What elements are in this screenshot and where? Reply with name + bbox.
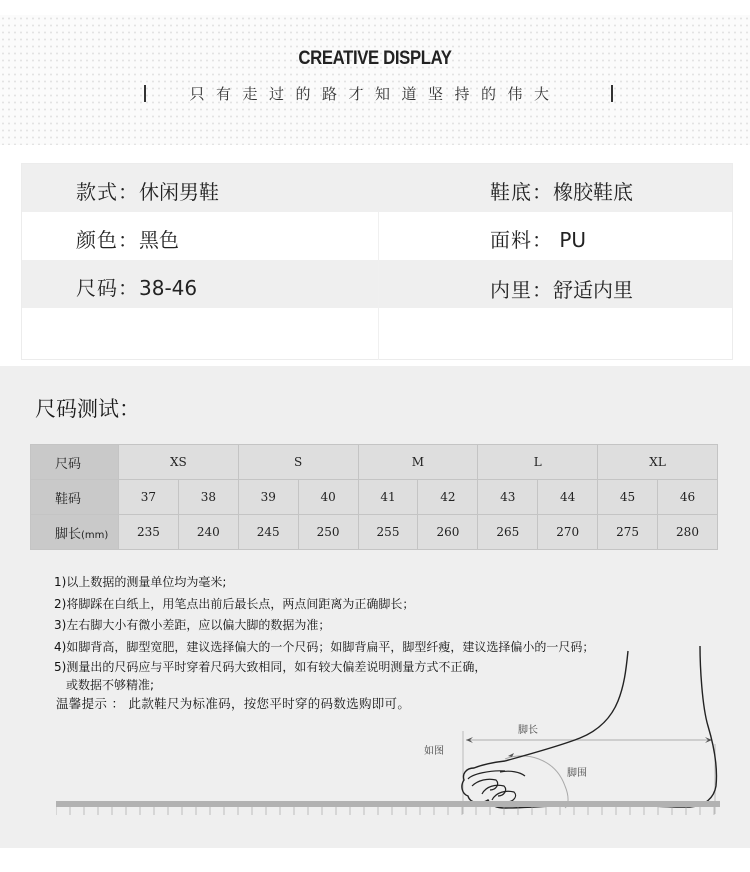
measurement-notes — [54, 572, 594, 694]
row-header-label: 脚长 — [55, 526, 82, 542]
foot-length-cell: 240 — [178, 515, 238, 550]
shoe-size-cell: 40 — [298, 480, 358, 515]
note-item: 4)如脚背高，脚型宽肥，建议选择偏大的一个尺码；如脚背扁平，脚型纤瘦，建议选择偏小的一尺码； — [54, 639, 595, 654]
foot-length-row — [31, 515, 718, 550]
size-guide-heading: 尺码测试： — [35, 397, 140, 421]
shoe-size-cell: 46 — [658, 480, 718, 515]
attr-color — [76, 224, 179, 253]
shoe-size-cell: 38 — [178, 480, 238, 515]
row-header-foot-length — [31, 515, 119, 550]
attr-column-divider — [378, 212, 379, 360]
attr-value: 黑色 — [139, 228, 179, 252]
shoe-size-cell: 39 — [238, 480, 298, 515]
note-item-continued: 或数据不够精准; — [66, 678, 155, 692]
figure-label-girth: 脚围 — [567, 768, 587, 779]
size-group-xl: XL — [598, 445, 718, 480]
foot-length-cell: 275 — [598, 515, 658, 550]
shoe-size-cell: 42 — [418, 480, 478, 515]
shoe-size-cell: 45 — [598, 480, 658, 515]
size-guide-section — [0, 366, 750, 848]
note-item: 3)左右脚大小有微小差距，应以偏大脚的数据为准； — [54, 618, 331, 632]
foot-length-cell: 255 — [358, 515, 418, 550]
banner-title: CREATIVE DISPLAY — [298, 48, 452, 69]
foot-length-cell: 280 — [658, 515, 718, 550]
foot-length-cell: 260 — [418, 515, 478, 550]
size-group-l: L — [478, 445, 598, 480]
attr-row — [22, 212, 732, 260]
attr-row — [22, 260, 732, 308]
size-chart-table — [30, 444, 718, 550]
foot-length-cell: 250 — [298, 515, 358, 550]
header-banner — [0, 15, 750, 145]
foot-length-cell: 245 — [238, 515, 298, 550]
product-attributes-table — [21, 163, 733, 360]
foot-length-cell: 235 — [119, 515, 179, 550]
attr-label: 面料： — [490, 228, 553, 252]
attr-value: 橡胶鞋底 — [553, 180, 633, 204]
foot-length-cell: 270 — [538, 515, 598, 550]
attr-row-empty — [22, 308, 732, 356]
shoe-size-cell: 43 — [478, 480, 538, 515]
note-item: 5)测量出的尺码应与平时穿着尺码大致相同，如有较大偏差说明测量方式不正确， — [54, 660, 487, 674]
note-item: 1)以上数据的测量单位均为毫米; — [54, 575, 227, 589]
attr-label: 鞋底： — [490, 180, 553, 204]
foot-length-cell: 265 — [478, 515, 538, 550]
figure-label-example: 如图 — [424, 746, 444, 757]
attr-material — [490, 224, 586, 253]
attr-label: 尺码： — [76, 276, 139, 300]
size-group-m: M — [358, 445, 478, 480]
ruler-graphic — [56, 801, 720, 817]
unit-suffix: (mm) — [81, 529, 109, 541]
attr-lining — [490, 274, 633, 303]
attr-size — [76, 272, 197, 301]
figure-label-length: 脚长 — [518, 725, 538, 736]
sizing-tip: 温馨提示 ： 此款鞋尺为标准码，按您平时穿的码数选购即可。 — [56, 696, 411, 711]
banner-subtitle: 只有走过的路才知道坚持的伟大 — [189, 85, 561, 103]
size-group-s: S — [238, 445, 358, 480]
attr-style — [76, 176, 219, 205]
attr-value: 舒适内里 — [553, 278, 633, 302]
shoe-size-cell: 44 — [538, 480, 598, 515]
attr-sole — [490, 176, 633, 205]
shoe-size-cell: 41 — [358, 480, 418, 515]
attr-value: 休闲男鞋 — [139, 180, 219, 204]
attr-value: 38-46 — [139, 276, 198, 300]
row-header-size: 尺码 — [31, 445, 119, 480]
attr-row — [22, 164, 732, 212]
row-header-shoe-size: 鞋码 — [31, 480, 119, 515]
note-item: 2)将脚踩在白纸上，用笔点出前后最长点，两点间距离为正确脚长； — [54, 596, 415, 611]
size-group-xs: XS — [119, 445, 239, 480]
attr-label: 颜色： — [76, 228, 139, 252]
divider-bar-right — [611, 85, 613, 102]
size-group-row — [31, 445, 718, 480]
shoe-size-row — [31, 480, 718, 515]
shoe-size-cell: 37 — [119, 480, 179, 515]
attr-value: PU — [553, 228, 587, 252]
attr-label: 款式： — [76, 180, 139, 204]
attr-label: 内里： — [490, 278, 553, 302]
